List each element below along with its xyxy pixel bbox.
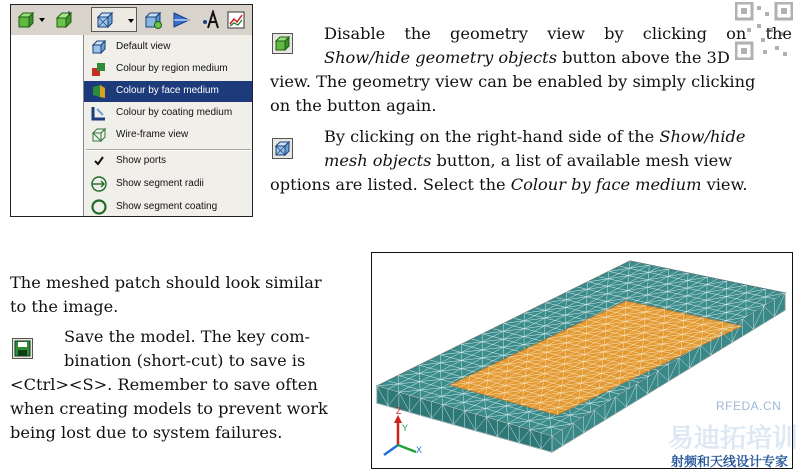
menu-item-wire-frame[interactable] — [84, 125, 253, 146]
mesh-cube-icon — [91, 39, 107, 55]
text-line: <Ctrl><S>. Remember to save often — [10, 375, 318, 394]
show-hide-geometry-button[interactable] — [16, 10, 36, 30]
segment-coating-icon — [91, 199, 107, 215]
mesh-dropdown-arrow-icon[interactable] — [128, 19, 134, 23]
ports-icon[interactable] — [171, 10, 191, 30]
face-medium-icon — [91, 83, 107, 99]
text: button, a list of available mesh view — [431, 151, 733, 170]
menu-item-show-segment-coating[interactable] — [84, 197, 253, 217]
emphasis: Colour by face medium — [510, 175, 702, 194]
menu-item-label: Colour by region medium — [116, 63, 228, 74]
menu-item-label: Wire-frame view — [116, 129, 189, 140]
label-text-icon[interactable] — [201, 10, 221, 30]
show-hide-mesh-button[interactable] — [91, 7, 137, 32]
menu-item-label: Default view — [116, 41, 171, 52]
text-line — [270, 173, 748, 197]
checkmark-icon — [91, 153, 107, 169]
text: button above the 3D — [557, 48, 730, 67]
region-medium-icon — [91, 61, 107, 77]
mesh-view-menu-screenshot — [10, 4, 253, 217]
text-line — [324, 125, 746, 149]
menu-item-colour-by-face[interactable] — [84, 81, 253, 102]
text: options are listed. Select the — [270, 175, 511, 194]
menu-item-show-ports[interactable] — [84, 151, 253, 172]
chart-display-icon[interactable] — [226, 10, 246, 30]
emphasis: Show/hide geometry objects — [324, 48, 557, 67]
axis-label-x: X — [416, 445, 423, 455]
mesh-settings-icon[interactable] — [143, 10, 163, 30]
qr-code-watermark — [735, 2, 793, 60]
menu-item-label: Show ports — [116, 155, 167, 166]
text-line — [324, 149, 732, 173]
mesh-view-dropdown-menu — [83, 35, 253, 216]
show-hide-geometry-icon — [272, 33, 293, 54]
text: By clicking on the right-hand side of the — [324, 127, 660, 146]
text-line: on the button again. — [270, 96, 437, 115]
geometry-cube-icon[interactable] — [54, 10, 74, 30]
menu-item-colour-by-coating[interactable] — [84, 103, 253, 124]
text-line: when creating models to prevent work — [10, 399, 328, 418]
text-line: being lost due to system failures. — [10, 423, 283, 442]
axis-label-y: Y — [402, 423, 409, 433]
segment-radii-icon — [91, 176, 107, 192]
coating-medium-icon — [91, 105, 107, 121]
wire-frame-icon — [91, 127, 107, 143]
show-hide-mesh-icon — [272, 138, 293, 159]
dropdown-arrow-icon[interactable] — [39, 18, 45, 22]
left-panel — [11, 35, 83, 216]
watermark-chinese-subtitle: 射频和天线设计专家 — [671, 454, 789, 469]
text: view. — [701, 175, 748, 194]
watermark-chinese-title: 易迪拓培训 — [668, 423, 799, 453]
text-line — [324, 46, 730, 70]
menu-item-colour-by-region[interactable] — [84, 59, 253, 80]
menu-item-label: Show segment radii — [116, 178, 204, 189]
watermark-site: RFEDA.CN — [716, 399, 782, 413]
mesh-cube-icon — [95, 10, 115, 30]
text-line: Save the model. The key com- — [64, 327, 311, 346]
menu-item-label: Show segment coating — [116, 201, 218, 212]
save-icon — [12, 338, 33, 359]
emphasis: mesh objects — [324, 151, 432, 170]
text-line: view. The geometry view can be enabled by simply clicking — [270, 72, 756, 91]
menu-item-label: Colour by face medium — [116, 85, 219, 96]
menu-item-default-view[interactable] — [84, 37, 253, 58]
menu-item-show-segment-radii[interactable] — [84, 174, 253, 195]
text-line: The meshed patch should look similar — [10, 273, 322, 292]
text-line: to the image. — [10, 297, 119, 316]
text-line: Disable the geometry view by clicking on the — [324, 24, 792, 43]
menu-item-label: Colour by coating medium — [116, 107, 233, 118]
emphasis: Show/hide — [659, 127, 746, 146]
toolbar — [11, 5, 252, 36]
axis-label-z: Z — [396, 406, 402, 416]
text-line: bination (short-cut) to save is — [64, 351, 306, 370]
